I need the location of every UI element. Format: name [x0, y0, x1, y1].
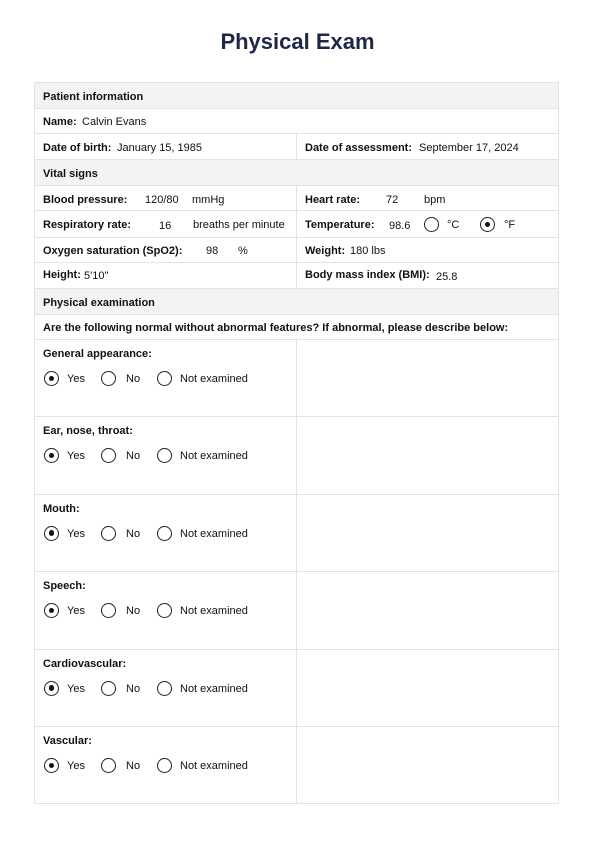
height-cell — [35, 263, 297, 288]
exam-item-notes[interactable] — [297, 572, 558, 648]
yes-option-label: Yes — [67, 373, 85, 385]
exam-item-options — [35, 340, 297, 416]
section-title: Patient information — [43, 91, 144, 103]
exam-item-options — [35, 727, 297, 804]
yes-radio[interactable] — [44, 448, 59, 463]
no-radio[interactable] — [101, 681, 116, 696]
fahrenheit-radio[interactable] — [480, 217, 495, 232]
exam-question-row — [35, 315, 558, 340]
name-label: Name: — [43, 116, 77, 128]
celsius-label: °C — [447, 219, 460, 231]
dob-field[interactable]: January 15, 1985 — [117, 142, 203, 154]
exam-item-notes[interactable] — [297, 650, 558, 726]
spo2-field[interactable]: 98 — [206, 245, 219, 257]
weight-label: Weight: — [305, 245, 346, 257]
yes-radio[interactable] — [44, 371, 59, 386]
temp-label: Temperature: — [305, 219, 375, 231]
yes-option-label: Yes — [67, 605, 85, 618]
doa-cell — [297, 134, 558, 159]
no-radio[interactable] — [101, 758, 116, 773]
yes-option-label: Yes — [67, 527, 85, 540]
hr-label: Heart rate: — [305, 194, 361, 206]
no-radio[interactable] — [101, 603, 116, 618]
exam-item-row — [35, 340, 558, 417]
vitals-row-4 — [35, 263, 558, 289]
dates-row — [35, 134, 558, 160]
section-title: Vital signs — [43, 168, 98, 180]
bp-field[interactable]: 120/80 — [145, 194, 179, 206]
hr-field[interactable]: 72 — [386, 194, 399, 206]
exam-item-notes[interactable] — [297, 727, 558, 804]
not-examined-option-label: Not examined — [180, 527, 248, 540]
rr-cell — [35, 211, 297, 237]
bmi-label: Body mass index (BMI): — [305, 269, 430, 281]
exam-item-label: Vascular: — [43, 735, 92, 747]
exam-question: Are the following normal without abnormal features? If abnormal, please describe below: — [43, 322, 509, 334]
exam-item-notes[interactable] — [297, 340, 558, 416]
bp-unit: mmHg — [192, 194, 225, 206]
exam-item-options — [35, 417, 297, 493]
section-title: Physical examination — [43, 297, 155, 309]
no-option-label: No — [126, 605, 141, 618]
rr-unit: breaths per minute — [193, 219, 285, 231]
exam-item-options — [35, 495, 297, 571]
temp-field[interactable]: 98.6 — [389, 220, 411, 232]
not-examined-radio[interactable] — [157, 758, 172, 773]
no-option-label: No — [126, 760, 141, 772]
dob-label: Date of birth: — [43, 142, 112, 154]
hr-cell — [297, 186, 558, 210]
section-physical-exam — [35, 289, 558, 315]
spo2-unit: % — [238, 245, 248, 257]
bmi-field[interactable]: 25.8 — [436, 271, 458, 283]
no-radio[interactable] — [101, 448, 116, 463]
bp-label: Blood pressure: — [43, 194, 128, 206]
yes-radio[interactable] — [44, 603, 59, 618]
height-label: Height: — [43, 269, 81, 281]
exam-item-row — [35, 495, 558, 572]
exam-item-row — [35, 727, 558, 804]
temp-cell — [297, 211, 558, 237]
page-title: Physical Exam — [220, 29, 375, 54]
section-patient-info — [35, 83, 558, 109]
no-radio[interactable] — [101, 371, 116, 386]
name-row — [35, 109, 558, 134]
fahrenheit-label: °F — [504, 219, 516, 231]
not-examined-radio[interactable] — [157, 526, 172, 541]
not-examined-option-label: Not examined — [180, 760, 248, 772]
exam-item-label: General appearance: — [43, 348, 152, 360]
exam-item-options — [35, 572, 297, 648]
exam-item-notes[interactable] — [297, 417, 558, 493]
spo2-label: Oxygen saturation (SpO2): — [43, 245, 183, 257]
exam-item-label: Ear, nose, throat: — [43, 425, 133, 438]
not-examined-option-label: Not examined — [180, 373, 248, 385]
yes-radio[interactable] — [44, 681, 59, 696]
rr-label: Respiratory rate: — [43, 219, 132, 231]
yes-option-label: Yes — [67, 450, 85, 463]
exam-item-label: Cardiovascular: — [43, 657, 127, 670]
spo2-cell — [35, 238, 297, 262]
not-examined-option-label: Not examined — [180, 605, 248, 618]
bp-cell — [35, 186, 297, 210]
yes-radio[interactable] — [44, 758, 59, 773]
not-examined-option-label: Not examined — [180, 450, 248, 463]
yes-radio[interactable] — [44, 526, 59, 541]
exam-item-notes[interactable] — [297, 495, 558, 571]
yes-option-label: Yes — [67, 760, 85, 772]
exam-item-options — [35, 650, 297, 726]
exam-item-row — [35, 572, 558, 649]
not-examined-option-label: Not examined — [180, 682, 248, 695]
celsius-radio[interactable] — [424, 217, 439, 232]
not-examined-radio[interactable] — [157, 603, 172, 618]
section-vital-signs — [35, 160, 558, 186]
no-radio[interactable] — [101, 526, 116, 541]
doa-field[interactable]: September 17, 2024 — [419, 142, 519, 154]
rr-field[interactable]: 16 — [159, 220, 172, 232]
yes-option-label: Yes — [67, 682, 85, 695]
vitals-row-3 — [35, 238, 558, 263]
exam-item-row — [35, 650, 558, 727]
no-option-label: No — [126, 373, 141, 385]
vitals-row-2 — [35, 211, 558, 238]
not-examined-radio[interactable] — [157, 681, 172, 696]
no-option-label: No — [126, 450, 141, 463]
weight-cell — [297, 238, 558, 262]
dob-cell — [35, 134, 297, 159]
weight-field[interactable]: 180 lbs — [350, 245, 386, 257]
not-examined-radio[interactable] — [157, 448, 172, 463]
not-examined-radio[interactable] — [157, 371, 172, 386]
exam-form — [34, 82, 559, 804]
hr-unit: bpm — [424, 194, 446, 206]
exam-item-label: Speech: — [43, 580, 86, 593]
no-option-label: No — [126, 527, 141, 540]
doa-label: Date of assessment: — [305, 142, 412, 154]
no-option-label: No — [126, 682, 141, 695]
exam-item-label: Mouth: — [43, 502, 80, 515]
exam-item-row — [35, 417, 558, 494]
name-field[interactable]: Calvin Evans — [82, 116, 147, 128]
height-field[interactable]: 5'10" — [84, 270, 109, 282]
bmi-cell — [297, 263, 558, 288]
vitals-row-1 — [35, 186, 558, 211]
